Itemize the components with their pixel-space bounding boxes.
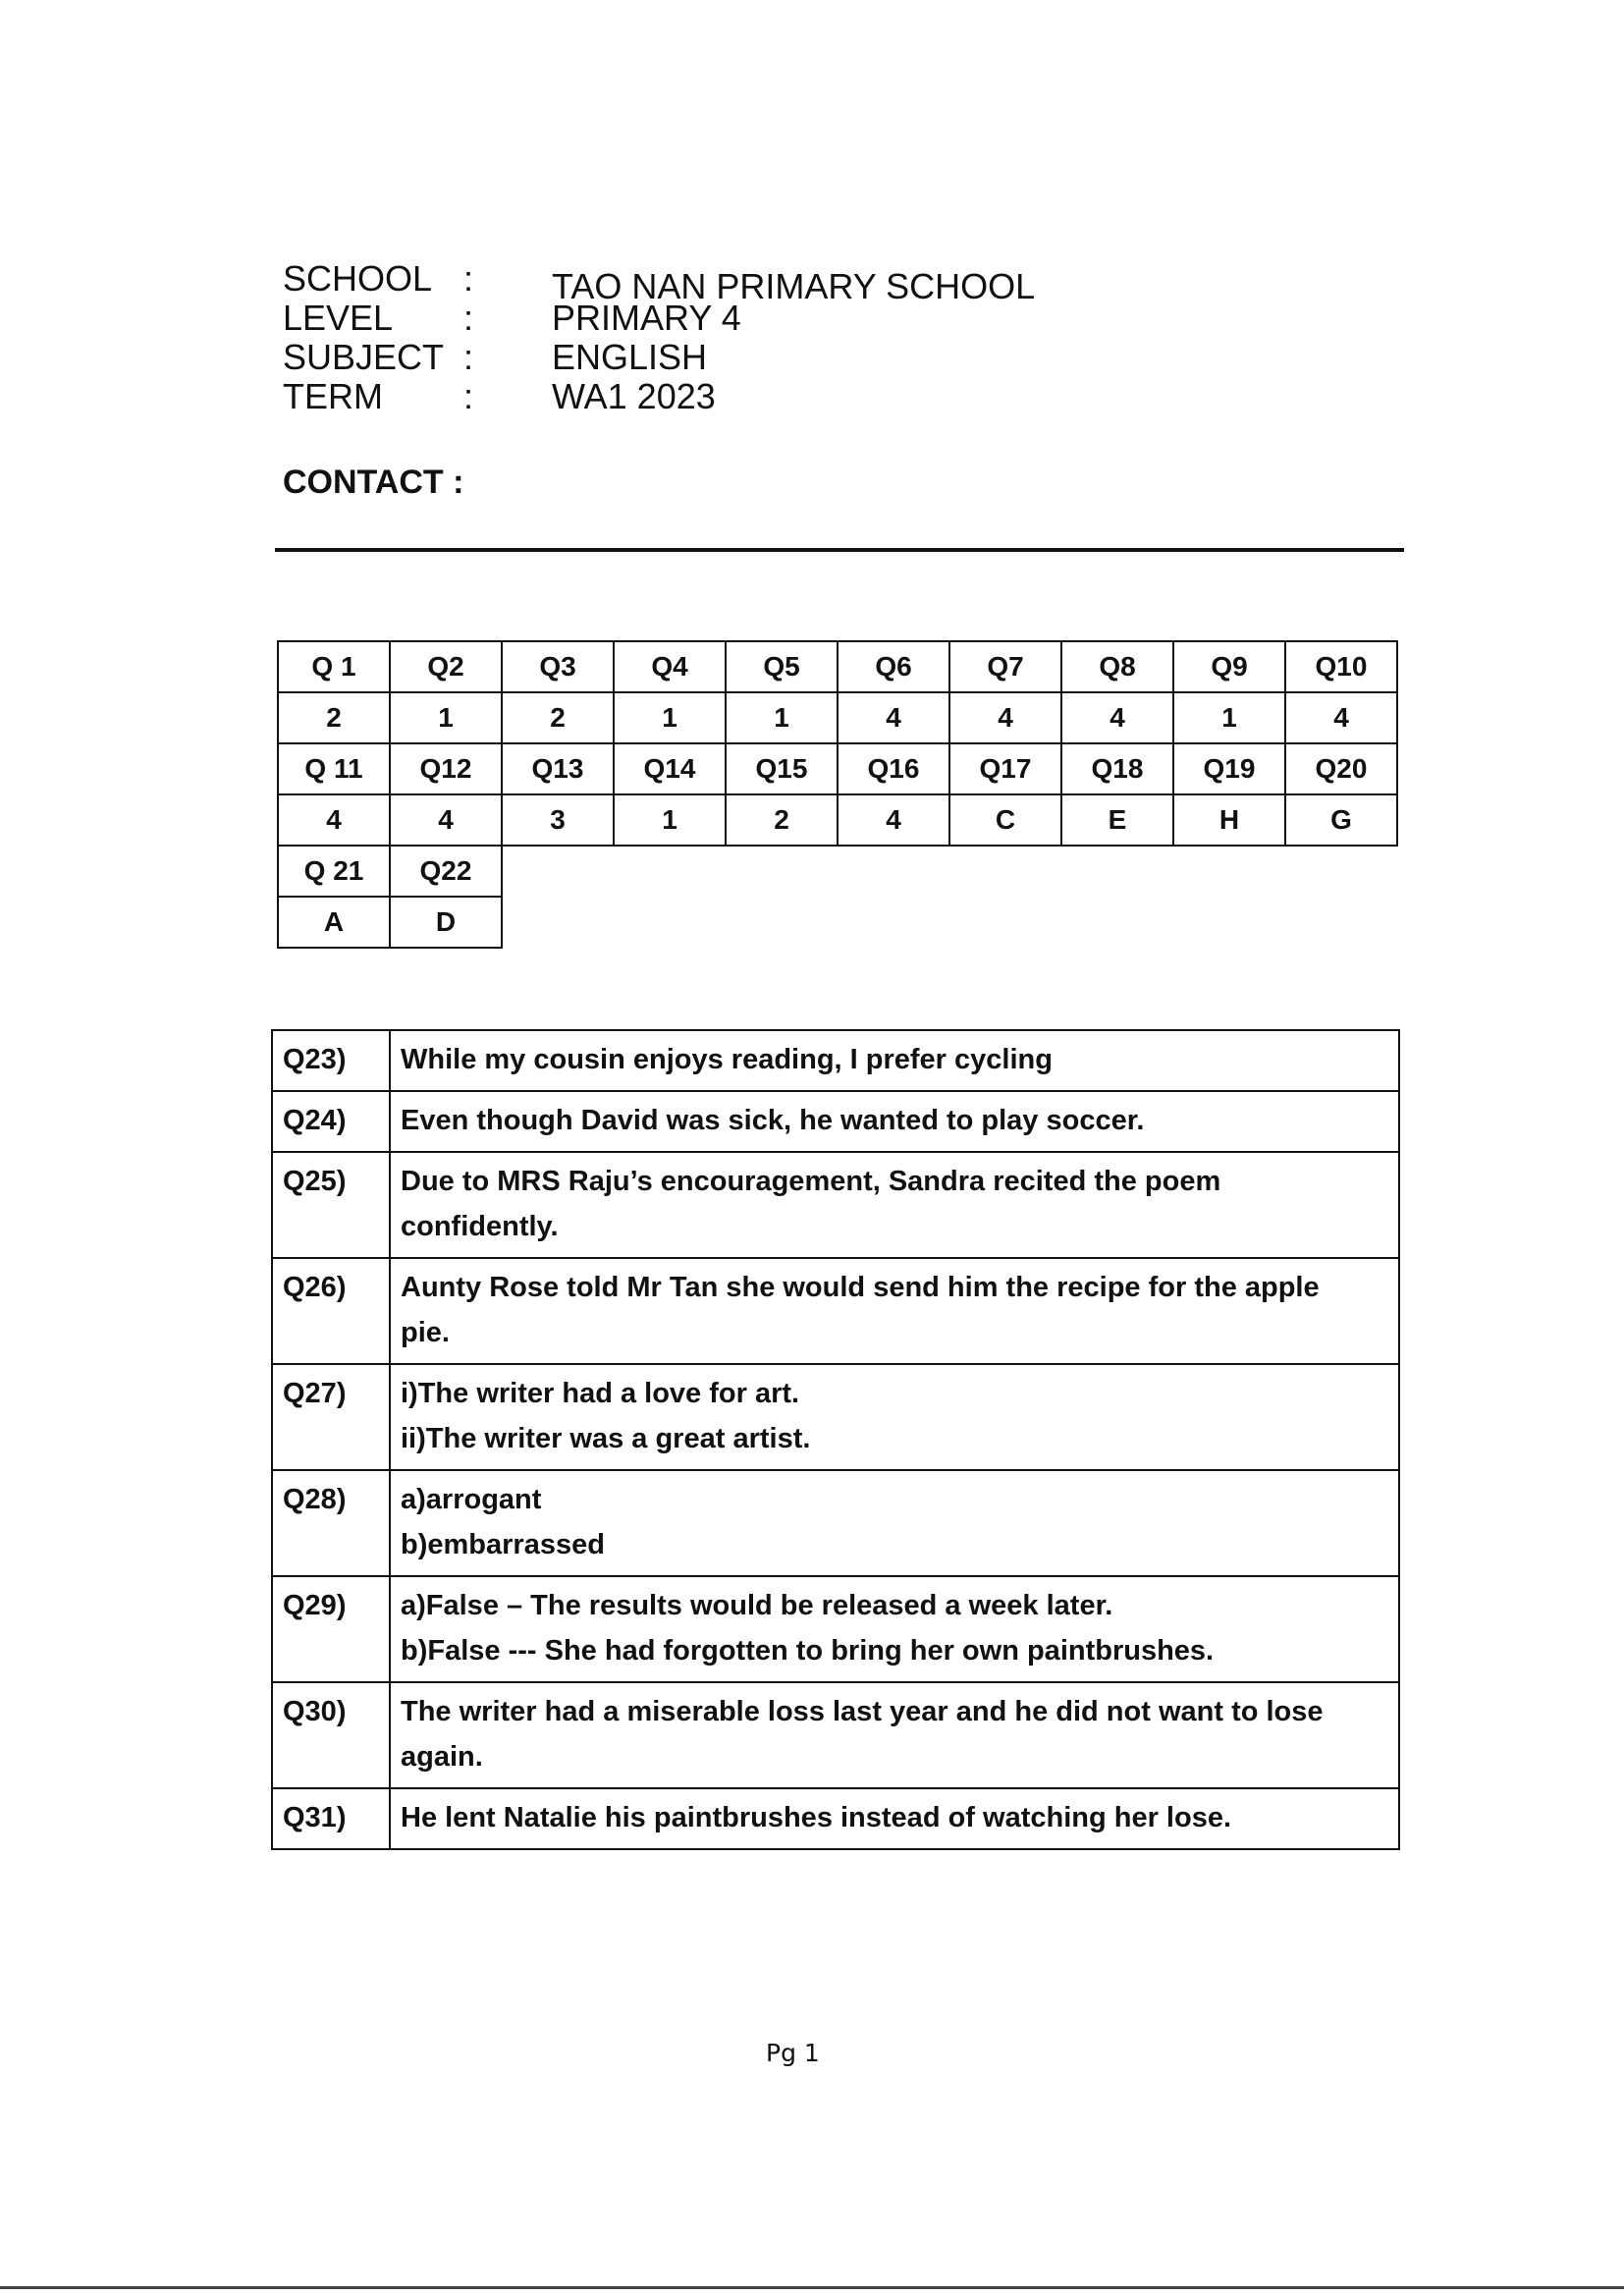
mcq-answer-cell: 4	[949, 692, 1061, 743]
answer-text	[390, 1364, 1399, 1470]
mcq-answer-cell: 4	[838, 692, 949, 743]
mcq-answer-cell: 3	[502, 794, 614, 846]
term-label: TERM	[283, 376, 383, 416]
mcq-answer-cell: 4	[390, 794, 502, 846]
answer-line: Even though David was sick, he wanted to play soccer.	[401, 1105, 1145, 1136]
mcq-question-cell: Q2	[390, 641, 502, 692]
answer-row	[272, 1258, 1399, 1364]
mcq-question-cell: Q 1	[278, 641, 390, 692]
mcq-question-cell: Q7	[949, 641, 1061, 692]
answer-text	[390, 1152, 1399, 1258]
answer-text	[390, 1258, 1399, 1364]
answer-text	[390, 1576, 1399, 1682]
answer-question-number: Q23)	[272, 1030, 390, 1091]
header-divider	[275, 548, 1404, 552]
subject-value: ENGLISH	[552, 337, 708, 377]
mcq-answer-cell: 1	[614, 692, 726, 743]
mcq-empty-space	[502, 897, 1397, 948]
mcq-answer-cell: 2	[278, 692, 390, 743]
mcq-answer-cell: D	[390, 897, 502, 948]
answer-question-number: Q30)	[272, 1682, 390, 1788]
bottom-divider	[0, 2286, 1624, 2289]
answer-question-number: Q31)	[272, 1788, 390, 1849]
mcq-question-cell: Q16	[838, 743, 949, 794]
mcq-question-cell: Q3	[502, 641, 614, 692]
answer-row	[272, 1364, 1399, 1470]
answer-row	[272, 1576, 1399, 1682]
answer-row	[272, 1470, 1399, 1576]
answer-line: pie.	[401, 1317, 450, 1348]
answer-line: a)False – The results would be released a week later.	[401, 1590, 1113, 1621]
school-label: SCHOOL	[283, 258, 433, 299]
level-label: LEVEL	[283, 298, 394, 338]
answer-text	[390, 1682, 1399, 1788]
mcq-question-cell: Q18	[1061, 743, 1173, 794]
answer-question-number: Q26)	[272, 1258, 390, 1364]
mcq-question-cell: Q9	[1173, 641, 1285, 692]
answer-text	[390, 1030, 1399, 1091]
mcq-answer-cell: 1	[726, 692, 838, 743]
answer-question-number: Q28)	[272, 1470, 390, 1576]
mcq-question-cell: Q8	[1061, 641, 1173, 692]
mcq-question-cell: Q6	[838, 641, 949, 692]
mcq-question-cell: Q19	[1173, 743, 1285, 794]
answer-line: again.	[401, 1741, 483, 1773]
mcq-answer-cell: 4	[278, 794, 390, 846]
answer-text	[390, 1091, 1399, 1152]
answer-question-number: Q25)	[272, 1152, 390, 1258]
level-value: PRIMARY 4	[552, 298, 741, 338]
mcq-answer-cell: 4	[1061, 692, 1173, 743]
answer-line: a)arrogant	[401, 1484, 542, 1515]
mcq-answer-cell: 4	[1285, 692, 1397, 743]
mcq-question-cell: Q10	[1285, 641, 1397, 692]
mcq-question-cell: Q12	[390, 743, 502, 794]
mcq-answer-cell: 1	[1173, 692, 1285, 743]
mcq-answer-cell: 1	[390, 692, 502, 743]
answer-text	[390, 1788, 1399, 1849]
mcq-answer-cell: E	[1061, 794, 1173, 846]
mcq-question-cell: Q13	[502, 743, 614, 794]
mcq-question-cell: Q 21	[278, 846, 390, 897]
answer-question-number: Q24)	[272, 1091, 390, 1152]
answer-line: The writer had a miserable loss last year and he did not want to lose	[401, 1696, 1324, 1727]
mcq-question-row	[278, 641, 1397, 692]
answer-line: b)False --- She had forgotten to bring her own paintbrushes.	[401, 1635, 1215, 1667]
mcq-question-cell: Q17	[949, 743, 1061, 794]
mcq-question-row	[278, 743, 1397, 794]
school-colon: :	[463, 258, 474, 299]
term-value: WA1 2023	[552, 376, 716, 416]
mcq-answer-cell: 1	[614, 794, 726, 846]
answer-row	[272, 1091, 1399, 1152]
mcq-answer-row	[278, 794, 1397, 846]
mcq-question-cell: Q22	[390, 846, 502, 897]
page-number: Pg 1	[766, 2039, 820, 2067]
answer-line: While my cousin enjoys reading, I prefer cycling	[401, 1044, 1053, 1075]
mcq-empty-space	[502, 846, 1397, 897]
mcq-question-cell: Q5	[726, 641, 838, 692]
level-colon: :	[463, 298, 474, 338]
answer-question-number: Q27)	[272, 1364, 390, 1470]
answer-row	[272, 1682, 1399, 1788]
answer-row	[272, 1152, 1399, 1258]
answer-text	[390, 1470, 1399, 1576]
answer-line: ii)The writer was a great artist.	[401, 1423, 811, 1454]
mcq-answer-row	[278, 897, 1397, 948]
answer-line: confidently.	[401, 1211, 559, 1242]
answer-line: Aunty Rose told Mr Tan she would send him the recipe for the apple	[401, 1272, 1320, 1303]
mcq-question-cell: Q15	[726, 743, 838, 794]
term-colon: :	[463, 376, 474, 416]
mcq-answer-cell: 2	[502, 692, 614, 743]
answer-line: Due to MRS Raju’s encouragement, Sandra recited the poem	[401, 1166, 1221, 1197]
written-answers-table	[271, 1029, 1400, 1850]
mcq-answer-cell: 2	[726, 794, 838, 846]
mcq-question-cell: Q20	[1285, 743, 1397, 794]
mcq-answer-cell: G	[1285, 794, 1397, 846]
subject-label: SUBJECT	[283, 337, 445, 377]
answer-line: b)embarrassed	[401, 1529, 605, 1560]
answer-line: i)The writer had a love for art.	[401, 1378, 800, 1409]
mcq-answer-cell: H	[1173, 794, 1285, 846]
answer-row	[272, 1788, 1399, 1849]
mcq-question-cell: Q14	[614, 743, 726, 794]
mcq-question-cell: Q 11	[278, 743, 390, 794]
mcq-answer-grid	[277, 640, 1398, 949]
answer-question-number: Q29)	[272, 1576, 390, 1682]
school-value: TAO NAN PRIMARY SCHOOL	[552, 266, 1036, 306]
subject-colon: :	[463, 337, 474, 377]
mcq-question-cell: Q4	[614, 641, 726, 692]
contact-label: CONTACT :	[283, 464, 464, 501]
mcq-answer-row	[278, 692, 1397, 743]
answer-row	[272, 1030, 1399, 1091]
mcq-answer-cell: 4	[838, 794, 949, 846]
answer-line: He lent Natalie his paintbrushes instead of watching her lose.	[401, 1802, 1232, 1833]
mcq-question-row	[278, 846, 1397, 897]
mcq-answer-cell: A	[278, 897, 390, 948]
mcq-answer-cell: C	[949, 794, 1061, 846]
